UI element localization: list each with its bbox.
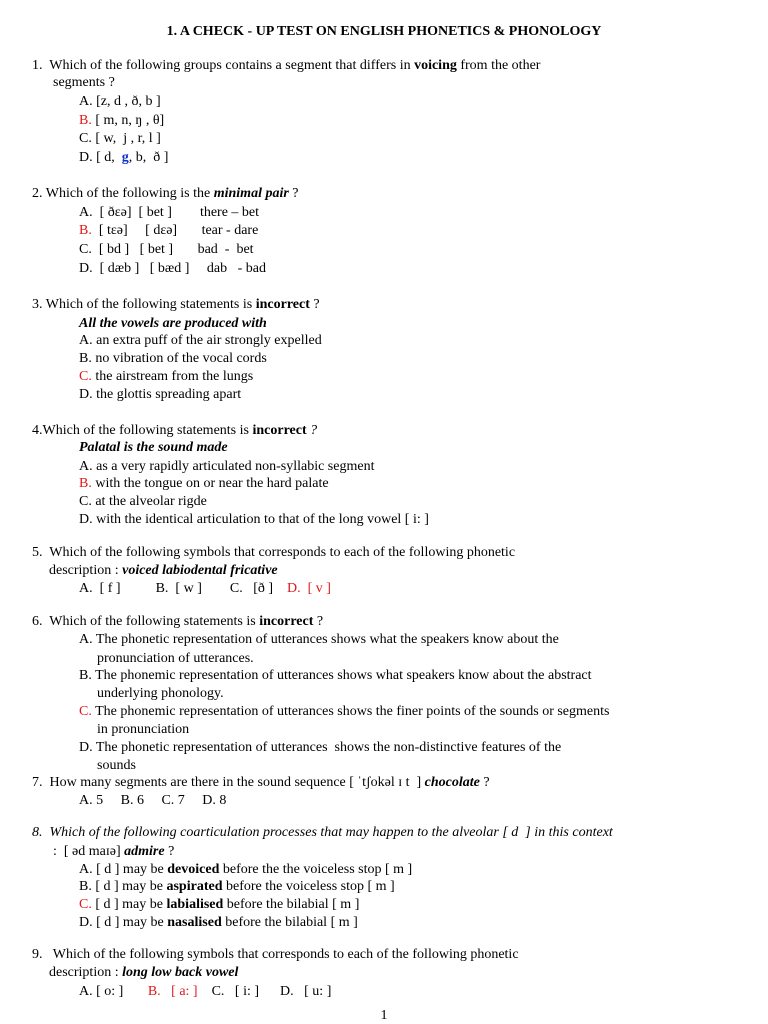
q6-answer-letter: C. [79, 704, 92, 719]
q6-option-a-cont: pronunciation of utterances. [97, 651, 254, 666]
q5-description-label: description : [49, 563, 123, 578]
q4-option-d: D. with the identical articulation to that of the long vowel [ i: ] [79, 512, 429, 527]
q8-option-c [79, 897, 359, 913]
question-1 [32, 58, 540, 74]
q8-context-end: ? [164, 844, 175, 859]
q8-option-c-text: [ d ] may be [91, 897, 167, 912]
q4-option-a: A. as a very rapidly articulated non-syllabic segment [79, 459, 375, 474]
q6-text: Which of the following statements is [49, 614, 260, 629]
q8-option-c-keyword: labialised [166, 897, 224, 912]
q4-stem: Palatal is the sound made [79, 440, 228, 455]
q1-option-d-text: D. [ d, [79, 150, 122, 165]
q2-keyword: minimal pair [213, 186, 289, 201]
q2-option-b-text: [ tɛə] [ dɛə] tear - dare [91, 223, 259, 238]
question-7 [32, 775, 490, 791]
q4-option-b [79, 476, 329, 492]
q5-options [79, 581, 331, 597]
q4-text: 4.Which of the following statements is [32, 423, 253, 438]
q1-option-c: C. [ w, j , r, l ] [79, 131, 161, 146]
q3-keyword: incorrect [255, 297, 310, 312]
q6-option-b-cont: underlying phonology. [97, 686, 224, 701]
q8-option-d-text: D. [ d ] may be [79, 915, 168, 930]
q9-description-label: description : [49, 965, 123, 980]
q8-option-c-end: before the bilabial [ m ] [223, 897, 360, 912]
q8-keyword: admire [124, 844, 165, 859]
q3-text: 3. Which of the following statements is [32, 297, 256, 312]
q9-number: 9. [32, 947, 43, 962]
q3-option-c [79, 369, 253, 385]
q1-text-end: from the other [456, 58, 541, 73]
q6-option-c-text: The phonemic representation of utterances shows the finer points of the sounds or segments [91, 704, 610, 719]
q5-description [49, 563, 278, 579]
q9-options-rest: C. [ i: ] D. [ u: ] [197, 984, 332, 999]
q1-text: Which of the following groups contains a segment that differs in [49, 58, 415, 73]
q9-answer: B. [ a: ] [147, 984, 198, 999]
q6-option-a: A. The phonetic representation of utterances shows what the speakers know about the [79, 632, 559, 647]
q8-option-b [79, 879, 395, 895]
q6-option-d-cont: sounds [97, 758, 136, 773]
q8-option-d-keyword: nasalised [167, 915, 222, 930]
question-2 [32, 186, 299, 202]
q8-context-text: : [ əd maɪə] [53, 844, 125, 859]
q8-number: 8. [32, 825, 43, 840]
q3-option-d: D. the glottis spreading apart [79, 387, 242, 402]
q5-options-text: A. [ f ] B. [ w ] C. [ð ] [79, 581, 288, 596]
q1-keyword: voicing [414, 58, 457, 73]
q6-option-c [79, 704, 609, 720]
q1-option-d-text-end: , b, ð ] [128, 150, 169, 165]
question-8 [32, 825, 613, 841]
page-title: 1. A CHECK - UP TEST ON ENGLISH PHONETICS & PHONOLOGY [166, 24, 602, 39]
q9-option-a: A. [ o: ] [79, 984, 148, 999]
q3-answer-letter: C. [79, 369, 92, 384]
q2-option-a: A. [ ðɛə] [ bet ] there – bet [79, 205, 260, 220]
q4-option-c: C. at the alveolar rigde [79, 494, 207, 509]
q4-option-b-text: with the tongue on or near the hard palate [91, 476, 329, 491]
q8-option-b-end: before the voiceless stop [ m ] [222, 879, 395, 894]
q1-option-d-highlight: g [121, 150, 129, 165]
q2-option-c: C. [ bd ] [ bet ] bad - bet [79, 242, 254, 257]
q5-answer: D. [ v ] [287, 581, 331, 596]
q8-option-b-keyword: aspirated [166, 879, 223, 894]
q2-text-end: ? [288, 186, 299, 201]
q2-option-b [79, 223, 258, 239]
q2-text: 2. Which of the following is the [32, 186, 214, 201]
q6-keyword: incorrect [259, 614, 314, 629]
q8-option-d-end: before the bilabial [ m ] [221, 915, 358, 930]
q4-text-end: ? [306, 423, 318, 438]
q8-answer-letter: C. [79, 897, 92, 912]
q5-text: Which of the following symbols that corresponds to each of the following phonetic [49, 545, 516, 560]
q8-text: Which of the following coarticulation processes that may happen to the alveolar [ d ] in this context [49, 825, 613, 840]
q4-keyword: incorrect [252, 423, 307, 438]
q6-option-b: B. The phonemic representation of utterances shows what speakers know about the abstract [79, 668, 592, 683]
q1-text-cont: segments ? [53, 75, 115, 90]
q3-option-b: B. no vibration of the vocal cords [79, 351, 267, 366]
q5-description-value: voiced labiodental fricative [122, 563, 278, 578]
q8-context [53, 844, 174, 860]
q3-text-end: ? [309, 297, 320, 312]
q6-text-end: ? [313, 614, 324, 629]
question-9 [32, 947, 519, 963]
question-5 [32, 545, 515, 561]
q4-answer-letter: B. [79, 476, 92, 491]
q3-option-a: A. an extra puff of the air strongly expelled [79, 333, 322, 348]
q1-option-d [79, 150, 168, 166]
q8-option-a-text: A. [ d ] may be [79, 862, 168, 877]
q5-number: 5. [32, 545, 43, 560]
q8-option-a [79, 862, 412, 878]
q8-option-d [79, 915, 358, 931]
question-4 [32, 423, 317, 439]
q9-options [79, 984, 331, 1000]
q7-number: 7. [32, 775, 43, 790]
q7-text: How many segments are there in the sound sequence [ ˈtʃokəl ɪ t ] [49, 775, 425, 790]
question-3 [32, 297, 320, 313]
q1-answer-letter: B. [79, 113, 92, 128]
q8-option-a-keyword: devoiced [167, 862, 220, 877]
q7-keyword: chocolate [424, 775, 480, 790]
q6-option-d: D. The phonetic representation of utterances shows the non-distinctive features of the [79, 740, 562, 755]
q8-option-a-end: before the the voiceless stop [ m ] [219, 862, 413, 877]
q9-description [49, 965, 238, 981]
q3-option-c-text: the airstream from the lungs [91, 369, 254, 384]
q1-option-b-text: [ m, n, ŋ , θ] [91, 113, 165, 128]
q1-option-b [79, 113, 164, 129]
q2-answer-letter: B. [79, 223, 92, 238]
question-6 [32, 614, 323, 630]
q6-number: 6. [32, 614, 43, 629]
q1-number: 1. [32, 58, 43, 73]
q7-text-end: ? [479, 775, 490, 790]
q7-options: A. 5 B. 6 C. 7 D. 8 [79, 793, 227, 808]
q6-option-c-cont: in pronunciation [97, 722, 190, 737]
page-number: 1 [380, 1008, 388, 1023]
q1-option-a: A. [z, d , ð, b ] [79, 94, 161, 109]
q9-description-value: long low back vowel [122, 965, 239, 980]
q3-stem: All the vowels are produced with [79, 316, 267, 331]
q2-option-d: D. [ dæb ] [ bæd ] dab - bad [79, 261, 267, 276]
q9-text: Which of the following symbols that corresponds to each of the following phonetic [52, 947, 519, 962]
q8-option-b-text: B. [ d ] may be [79, 879, 167, 894]
